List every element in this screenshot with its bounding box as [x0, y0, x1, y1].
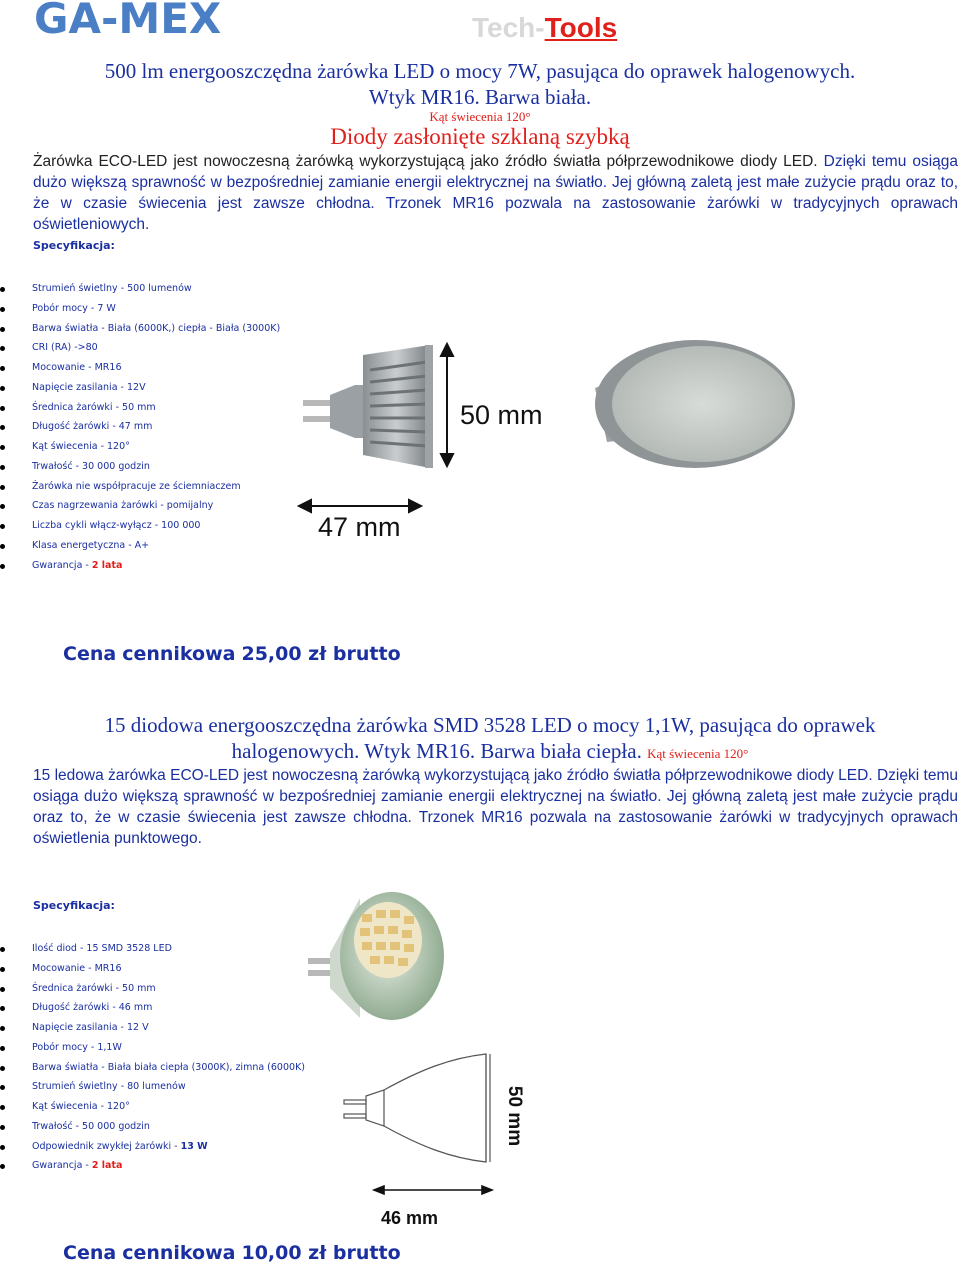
spec-item: Długość żarówki - 47 mm: [0, 417, 280, 437]
price-value: 10,00 zł brutto: [241, 1242, 401, 1264]
length-dimension-arrow: [374, 1186, 492, 1194]
company-logo: GA-MEX: [34, 0, 222, 43]
spec-item: Barwa światła - Biała (6000K,) ciepła - Biała (3000K): [0, 319, 280, 339]
product1-subtitle: Diody zasłonięte szklaną szybką: [330, 124, 630, 149]
spec-item: Średnica żarówki - 50 mm: [0, 979, 305, 999]
product2-price: [63, 1242, 407, 1264]
equivalent-value: 13 W: [180, 1140, 208, 1152]
brand-part-1: Tech-: [472, 12, 545, 43]
price-word-1: Cena: [63, 1242, 117, 1264]
spec-item: Strumień świetlny - 500 lumenów: [0, 279, 280, 299]
product2-photo: [300, 878, 450, 1028]
brand-part-2: Tools: [544, 12, 618, 43]
product2-title-line2: halogenowych. Wtyk MR16. Barwa biała ciepła.: [231, 739, 642, 763]
warranty-value: 2 lata: [91, 1160, 123, 1172]
spec-item: Trwałość - 50 000 godzin: [0, 1117, 305, 1137]
spec-item: Barwa światła - Biała biała ciepła (3000K), zimna (6000K): [0, 1058, 305, 1078]
spec-item: Kąt świecenia - 120°: [0, 437, 280, 457]
spec-item: Napięcie zasilania - 12V: [0, 378, 280, 398]
spec-item: Pobór mocy - 7 W: [0, 299, 280, 319]
product1-title: [20, 58, 940, 110]
warranty-label: Gwarancja -: [32, 1160, 92, 1172]
product2-spec-list: [0, 939, 305, 1176]
product1-height-label: 50 mm: [460, 400, 543, 430]
spec-item: Mocowanie - MR16: [0, 358, 280, 378]
product1-spec-heading: Specyfikacja:: [33, 239, 115, 252]
product2-description-text: 15 ledowa żarówka ECO-LED jest nowoczesną żarówką wykorzystującą jako źródło światła półprzewodnikowe diody LED. Dzięki temu osiąga dużo większą sprawność w bezpośredniej zamianie energii elektrycznej na światło. Jej główną zaletą jest małe zużycie prądu oraz to, że w czasie świecenia jest zawsze chłodna. Trzonek MR16 pozwala na zastosowanie żarówki w tradycyjnych oprawach oświetlenia punktowego.: [33, 767, 958, 847]
product1-description-rest: Dzięki temu osiąga dużo większą sprawność w bezpośredniej zamianie energii elektrycznej na światło. Jej główną zaletą jest małe zużycie prądu oraz to, że w czasie świecenia jest zawsze chłodna. Trzonek MR16 pozwala na zastosowanie żarówki w tradycyjnych oprawach oświetleniowych.: [33, 153, 958, 233]
warranty-value: 2 lata: [91, 559, 123, 571]
product1-length-label: 47 mm: [318, 512, 401, 542]
product2-angle: Kąt świecenia 120°: [647, 746, 749, 761]
length-dimension-arrow: [299, 500, 421, 512]
bulb-side-view-icon: [303, 345, 433, 468]
price-word-2: cennikowa: [122, 1242, 236, 1264]
spec-item: Napięcie zasilania - 12 V: [0, 1018, 305, 1038]
spec-item: Trwałość - 30 000 godzin: [0, 457, 280, 477]
bulb-front-view-icon: [595, 340, 795, 468]
product2-description: [33, 765, 958, 849]
product2-spec-heading: Specyfikacja:: [33, 899, 115, 912]
brand-logo: [472, 12, 617, 44]
product2-title-line2-wrap: [20, 738, 960, 767]
price-value: 25,00 zł brutto: [241, 643, 401, 665]
height-dimension-arrow: [441, 344, 453, 466]
product2-height-label: 50 mm: [504, 1085, 526, 1147]
product1-title-line1: 500 lm energooszczędna żarówka LED o mocy 7W, pasująca do oprawek halogenowych.: [104, 59, 856, 83]
product1-spec-list: [0, 279, 280, 575]
spec-item: Strumień świetlny - 80 lumenów: [0, 1077, 305, 1097]
spec-item: Czas nagrzewania żarówki - pomijalny: [0, 496, 280, 516]
spec-item: Pobór mocy - 1,1W: [0, 1038, 305, 1058]
spec-item: CRI (RA) ->80: [0, 338, 280, 358]
product1-description: [33, 151, 958, 235]
led-bulb-icon: [308, 892, 444, 1020]
spec-item: Ilość diod - 15 SMD 3528 LED: [0, 939, 305, 959]
product2-title-line1: 15 diodowa energooszczędna żarówka SMD 3528 LED o mocy 1,1W, pasująca do oprawek: [104, 713, 876, 737]
spec-item: Liczba cykli włącz-wyłącz - 100 000: [0, 516, 280, 536]
product2-length-label: 46 mm: [381, 1208, 439, 1228]
product2-title: [20, 712, 960, 767]
price-word-1: Cena: [63, 643, 117, 665]
spec-item: Żarówka nie współpracuje ze ściemniaczem: [0, 477, 280, 497]
product1-description-intro: Żarówka ECO-LED jest nowoczesną żarówką wykorzystującą jako źródło światła półprzewodnikowe diody LED.: [33, 153, 818, 170]
product1-angle: Kąt świecenia 120°: [429, 109, 531, 124]
warranty-label: Gwarancja -: [32, 559, 92, 571]
spec-item: Średnica żarówki - 50 mm: [0, 398, 280, 418]
product1-title-line2: Wtyk MR16. Barwa biała.: [368, 85, 592, 109]
spec-item: Klasa energetyczna - A+: [0, 536, 280, 556]
spec-item: Długość żarówki - 46 mm: [0, 998, 305, 1018]
equivalent-label: Odpowiednik zwykłej żarówki -: [32, 1140, 181, 1152]
product2-height-label-wrap: [498, 1085, 558, 1155]
price-word-2: cennikowa: [122, 643, 236, 665]
spec-item: Kąt świecenia - 120°: [0, 1097, 305, 1117]
spec-item: Mocowanie - MR16: [0, 959, 305, 979]
spec-item-warranty: [0, 1156, 305, 1176]
spec-item-equivalent: [0, 1137, 305, 1157]
product1-price: [63, 643, 407, 665]
spec-item-warranty: [0, 556, 280, 576]
bulb-outline-icon: [344, 1054, 490, 1162]
